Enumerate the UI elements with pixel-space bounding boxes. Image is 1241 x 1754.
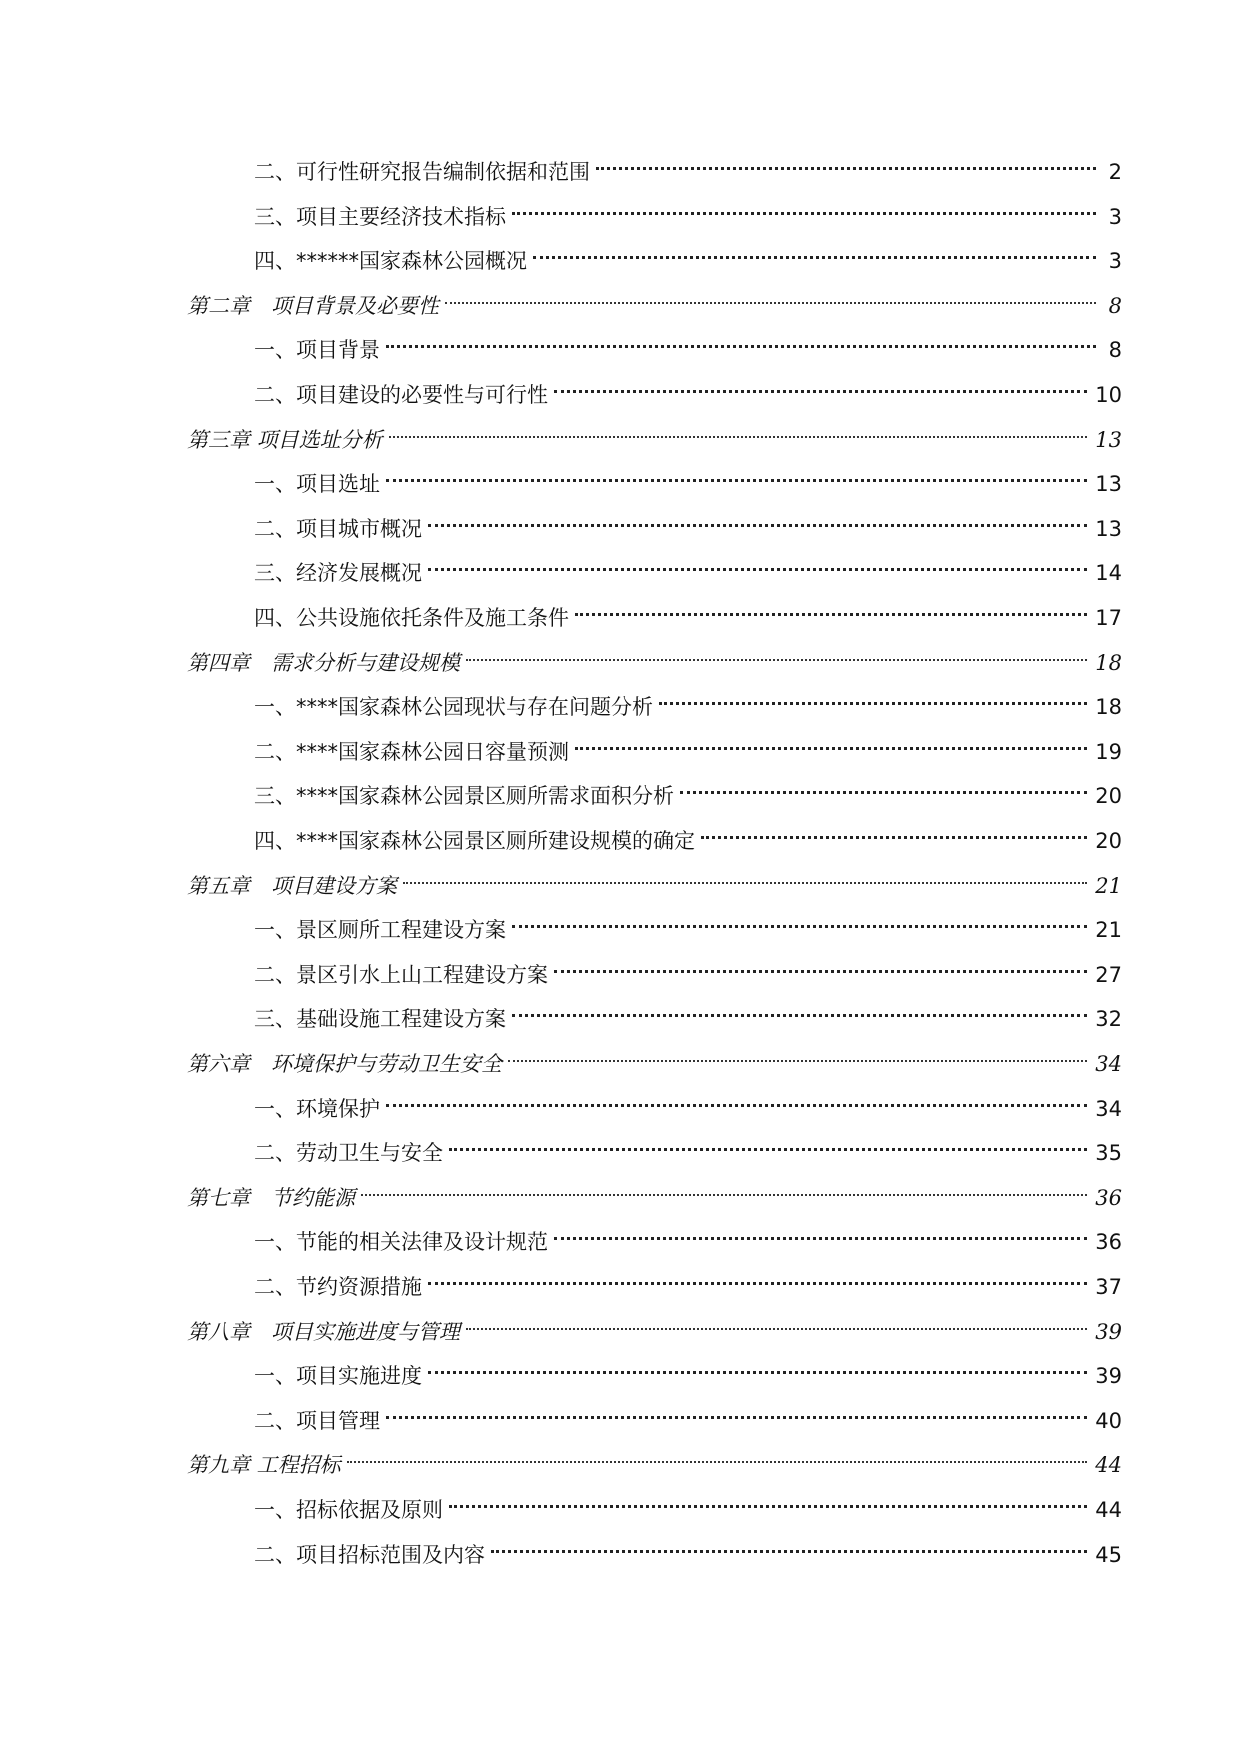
toc-dot-leader — [389, 413, 1088, 447]
toc-entry-title: 第八章 项目实施进度与管理 — [187, 1315, 466, 1349]
toc-chapter-entry[interactable] — [187, 1037, 1122, 1076]
toc-page-number: 10 — [1087, 378, 1122, 412]
toc-dot-leader — [575, 725, 1087, 759]
toc-dot-leader — [428, 546, 1087, 580]
toc-page-number: 44 — [1087, 1448, 1122, 1482]
toc-section-entry[interactable] — [254, 1394, 1122, 1433]
toc-section-entry[interactable] — [254, 234, 1122, 273]
toc-entry-title: 一、节能的相关法律及设计规范 — [254, 1225, 554, 1259]
toc-section-entry[interactable] — [254, 323, 1122, 362]
toc-dot-leader — [403, 859, 1087, 893]
toc-dot-leader — [449, 1126, 1087, 1160]
toc-section-entry[interactable] — [254, 368, 1122, 407]
toc-page-number: 45 — [1087, 1538, 1122, 1572]
toc-page-number: 32 — [1087, 1002, 1122, 1036]
toc-section-entry[interactable] — [254, 1349, 1122, 1388]
toc-entry-title: 一、项目实施进度 — [254, 1359, 428, 1393]
toc-dot-leader — [554, 948, 1087, 982]
toc-page-number: 14 — [1087, 556, 1122, 590]
toc-dot-leader — [347, 1438, 1088, 1472]
toc-page-number: 3 — [1096, 200, 1122, 234]
toc-entry-title: 第九章 工程招标 — [187, 1448, 347, 1482]
toc-dot-leader — [512, 903, 1087, 937]
toc-entry-title: 三、****国家森林公园景区厕所需求面积分析 — [254, 779, 680, 813]
toc-chapter-entry[interactable] — [187, 413, 1122, 452]
toc-section-entry[interactable] — [254, 680, 1122, 719]
toc-dot-leader — [466, 1305, 1087, 1339]
toc-page-number: 18 — [1087, 646, 1122, 680]
toc-page-number: 36 — [1087, 1225, 1122, 1259]
toc-entry-title: 三、基础设施工程建设方案 — [254, 1002, 512, 1036]
toc-page-number: 36 — [1087, 1181, 1122, 1215]
toc-section-entry[interactable] — [254, 190, 1122, 229]
toc-entry-title: 第二章 项目背景及必要性 — [187, 289, 445, 323]
toc-page-number: 34 — [1087, 1092, 1122, 1126]
toc-entry-title: 一、景区厕所工程建设方案 — [254, 913, 512, 947]
toc-section-entry[interactable] — [254, 725, 1122, 764]
toc-dot-leader — [386, 1394, 1087, 1428]
toc-page-number: 39 — [1087, 1315, 1122, 1349]
toc-dot-leader — [680, 769, 1087, 803]
toc-page-number: 21 — [1087, 869, 1122, 903]
toc-entry-title: 第七章 节约能源 — [187, 1181, 361, 1215]
toc-dot-leader — [596, 145, 1096, 179]
toc-chapter-entry[interactable] — [187, 1438, 1122, 1477]
toc-dot-leader — [554, 1215, 1087, 1249]
toc-section-entry[interactable] — [254, 992, 1122, 1031]
toc-dot-leader — [386, 323, 1096, 357]
toc-entry-title: 四、公共设施依托条件及施工条件 — [254, 601, 575, 635]
toc-chapter-entry[interactable] — [187, 859, 1122, 898]
toc-page-number: 40 — [1087, 1404, 1122, 1438]
toc-chapter-entry[interactable] — [187, 1305, 1122, 1344]
toc-page-number: 35 — [1087, 1136, 1122, 1170]
toc-entry-title: 第五章 项目建设方案 — [187, 869, 403, 903]
toc-dot-leader — [508, 1037, 1087, 1071]
toc-entry-title: 二、节约资源措施 — [254, 1270, 428, 1304]
toc-page-number: 20 — [1087, 824, 1122, 858]
toc-section-entry[interactable] — [254, 1483, 1122, 1522]
toc-page-number: 2 — [1096, 155, 1122, 189]
toc-dot-leader — [386, 1082, 1087, 1116]
toc-entry-title: 二、可行性研究报告编制依据和范围 — [254, 155, 596, 189]
toc-entry-title: 一、招标依据及原则 — [254, 1493, 449, 1527]
toc-entry-title: 二、项目管理 — [254, 1404, 386, 1438]
toc-dot-leader — [386, 457, 1087, 491]
toc-chapter-entry[interactable] — [187, 636, 1122, 675]
toc-entry-title: 一、****国家森林公园现状与存在问题分析 — [254, 690, 659, 724]
toc-entry-title: 第六章 环境保护与劳动卫生安全 — [187, 1047, 508, 1081]
toc-dot-leader — [428, 1260, 1087, 1294]
toc-section-entry[interactable] — [254, 591, 1122, 630]
toc-section-entry[interactable] — [254, 1260, 1122, 1299]
toc-entry-title: 三、经济发展概况 — [254, 556, 428, 590]
toc-dot-leader — [575, 591, 1087, 625]
toc-section-entry[interactable] — [254, 814, 1122, 853]
toc-section-entry[interactable] — [254, 1126, 1122, 1165]
toc-dot-leader — [466, 636, 1087, 670]
toc-page-number: 13 — [1087, 512, 1122, 546]
toc-entry-title: 二、项目招标范围及内容 — [254, 1538, 491, 1572]
toc-dot-leader — [512, 190, 1096, 224]
toc-page-number: 20 — [1087, 779, 1122, 813]
toc-entry-title: 二、劳动卫生与安全 — [254, 1136, 449, 1170]
toc-entry-title: 二、****国家森林公园日容量预测 — [254, 735, 575, 769]
toc-dot-leader — [659, 680, 1087, 714]
toc-page-number: 34 — [1087, 1047, 1122, 1081]
toc-dot-leader — [491, 1528, 1087, 1562]
toc-dot-leader — [428, 502, 1087, 536]
toc-page-number: 8 — [1096, 289, 1122, 323]
toc-dot-leader — [533, 234, 1096, 268]
toc-page-number: 13 — [1087, 467, 1122, 501]
toc-entry-title: 二、项目建设的必要性与可行性 — [254, 378, 554, 412]
toc-entry-title: 二、景区引水上山工程建设方案 — [254, 958, 554, 992]
toc-page-number: 44 — [1087, 1493, 1122, 1527]
toc-page-number: 21 — [1087, 913, 1122, 947]
toc-chapter-entry[interactable] — [187, 279, 1122, 318]
toc-dot-leader — [445, 279, 1096, 313]
toc-section-entry[interactable] — [254, 502, 1122, 541]
toc-section-entry[interactable] — [254, 546, 1122, 585]
toc-page-number: 39 — [1087, 1359, 1122, 1393]
toc-section-entry[interactable] — [254, 145, 1122, 184]
toc-entry-title: 一、项目选址 — [254, 467, 386, 501]
toc-entry-title: 二、项目城市概况 — [254, 512, 428, 546]
toc-entry-title: 一、项目背景 — [254, 333, 386, 367]
toc-page-number: 3 — [1096, 244, 1122, 278]
toc-dot-leader — [554, 368, 1087, 402]
toc-section-entry[interactable] — [254, 903, 1122, 942]
toc-entry-title: 四、****国家森林公园景区厕所建设规模的确定 — [254, 824, 701, 858]
toc-page-number: 8 — [1096, 333, 1122, 367]
toc-dot-leader — [701, 814, 1087, 848]
toc-entry-title: 一、环境保护 — [254, 1092, 386, 1126]
toc-page-number: 17 — [1087, 601, 1122, 635]
toc-page-number: 19 — [1087, 735, 1122, 769]
toc-page-number: 37 — [1087, 1270, 1122, 1304]
toc-entry-title: 四、******国家森林公园概况 — [254, 244, 533, 278]
toc-page-number: 13 — [1087, 423, 1122, 457]
toc-entry-title: 第三章 项目选址分析 — [187, 423, 389, 457]
toc-page-number: 27 — [1087, 958, 1122, 992]
toc-section-entry[interactable] — [254, 1082, 1122, 1121]
toc-dot-leader — [449, 1483, 1087, 1517]
toc-entry-title: 第四章 需求分析与建设规模 — [187, 646, 466, 680]
toc-section-entry[interactable] — [254, 1528, 1122, 1567]
toc-section-entry[interactable] — [254, 948, 1122, 987]
toc-section-entry[interactable] — [254, 457, 1122, 496]
toc-section-entry[interactable] — [254, 769, 1122, 808]
toc-chapter-entry[interactable] — [187, 1171, 1122, 1210]
toc-dot-leader — [428, 1349, 1087, 1383]
toc-page-number: 18 — [1087, 690, 1122, 724]
toc-section-entry[interactable] — [254, 1215, 1122, 1254]
toc-dot-leader — [512, 992, 1087, 1026]
toc-dot-leader — [361, 1171, 1087, 1205]
toc-entry-title: 三、项目主要经济技术指标 — [254, 200, 512, 234]
